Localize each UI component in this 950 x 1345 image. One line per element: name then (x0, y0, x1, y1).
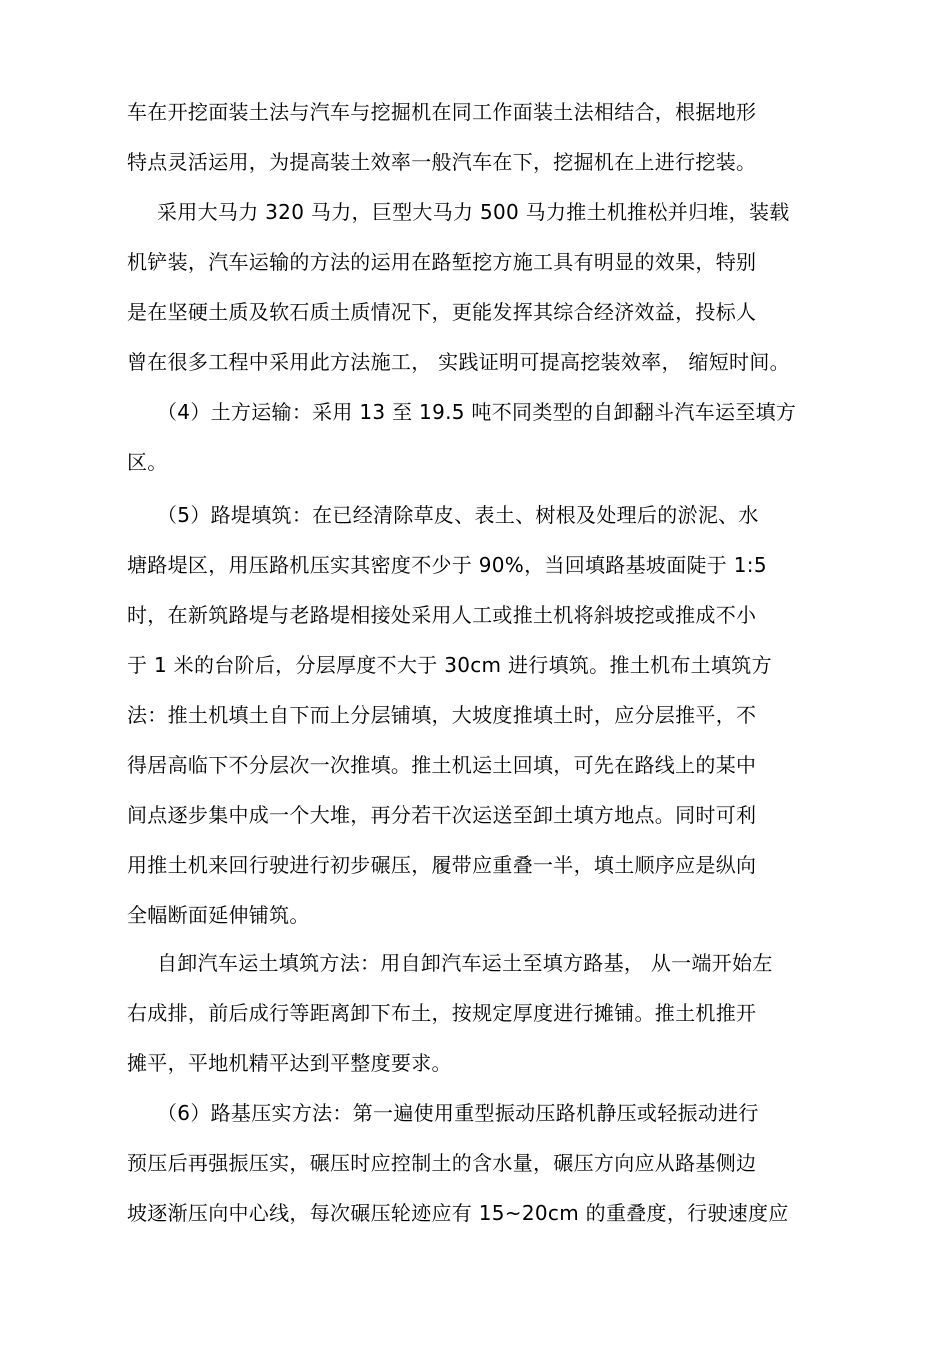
text-line: 塘路堤区，用压路机压实其密度不少于 90%，当回填路基坡面陡于 1:5 (127, 553, 767, 577)
text-line: 曾在很多工程中采用此方法施工， 实践证明可提高挖装效率， 缩短时间。 (127, 350, 790, 374)
text-line: 全幅断面延伸铺筑。 (127, 903, 310, 927)
text-line: 自卸汽车运土填筑方法：用自卸汽车运土至填方路基， 从一端开始左 (157, 951, 773, 975)
text-line: 右成排，前后成行等距离卸下布土，按规定厚度进行摊铺。推土机推开 (127, 1001, 757, 1025)
text-line: （4）土方运输：采用 13 至 19.5 吨不同类型的自卸翻斗汽车运至填方 (157, 400, 797, 424)
text-line: 时，在新筑路堤与老路堤相接处采用人工或推土机将斜坡挖或推成不小 (127, 603, 757, 627)
text-line: 摊平，平地机精平达到平整度要求。 (127, 1051, 452, 1075)
text-line: 用推土机来回行驶进行初步碾压，履带应重叠一半，填土顺序应是纵向 (127, 853, 757, 877)
text-line: （6）路基压实方法：第一遍使用重型振动压路机静压或轻振动进行 (157, 1101, 759, 1125)
text-line: 间点逐步集中成一个大堆，再分若干次运送至卸土填方地点。同时可利 (127, 803, 757, 827)
text-line: 法：推土机填土自下而上分层铺填，大坡度推填土时，应分层推平，不 (127, 703, 757, 727)
text-line: 区。 (127, 450, 168, 474)
text-line: 得居高临下不分层次一次推填。推土机运土回填，可先在路线上的某中 (127, 753, 757, 777)
text-line: 机铲装，汽车运输的方法的运用在路堑挖方施工具有明显的效果，特别 (127, 250, 757, 274)
text-line: 车在开挖面装土法与汽车与挖掘机在同工作面装土法相结合，根据地形 (127, 100, 757, 124)
text-line: 于 1 米的台阶后，分层厚度不大于 30cm 进行填筑。推土机布土填筑方 (127, 653, 772, 677)
text-line: 坡逐渐压向中心线，每次碾压轮迹应有 15~20cm 的重叠度，行驶速度应 (127, 1201, 789, 1225)
text-line: 预压后再强振压实，碾压时应控制土的含水量，碾压方向应从路基侧边 (127, 1151, 757, 1175)
text-line: （5）路堤填筑：在已经清除草皮、表土、树根及处理后的淤泥、水 (157, 503, 759, 527)
text-line: 采用大马力 320 马力，巨型大马力 500 马力推土机推松并归堆，装载 (157, 200, 790, 224)
text-line: 是在坚硬土质及软石质土质情况下，更能发挥其综合经济效益，投标人 (127, 300, 757, 324)
text-line: 特点灵活运用，为提高装土效率一般汽车在下，挖掘机在上进行挖装。 (127, 150, 757, 174)
